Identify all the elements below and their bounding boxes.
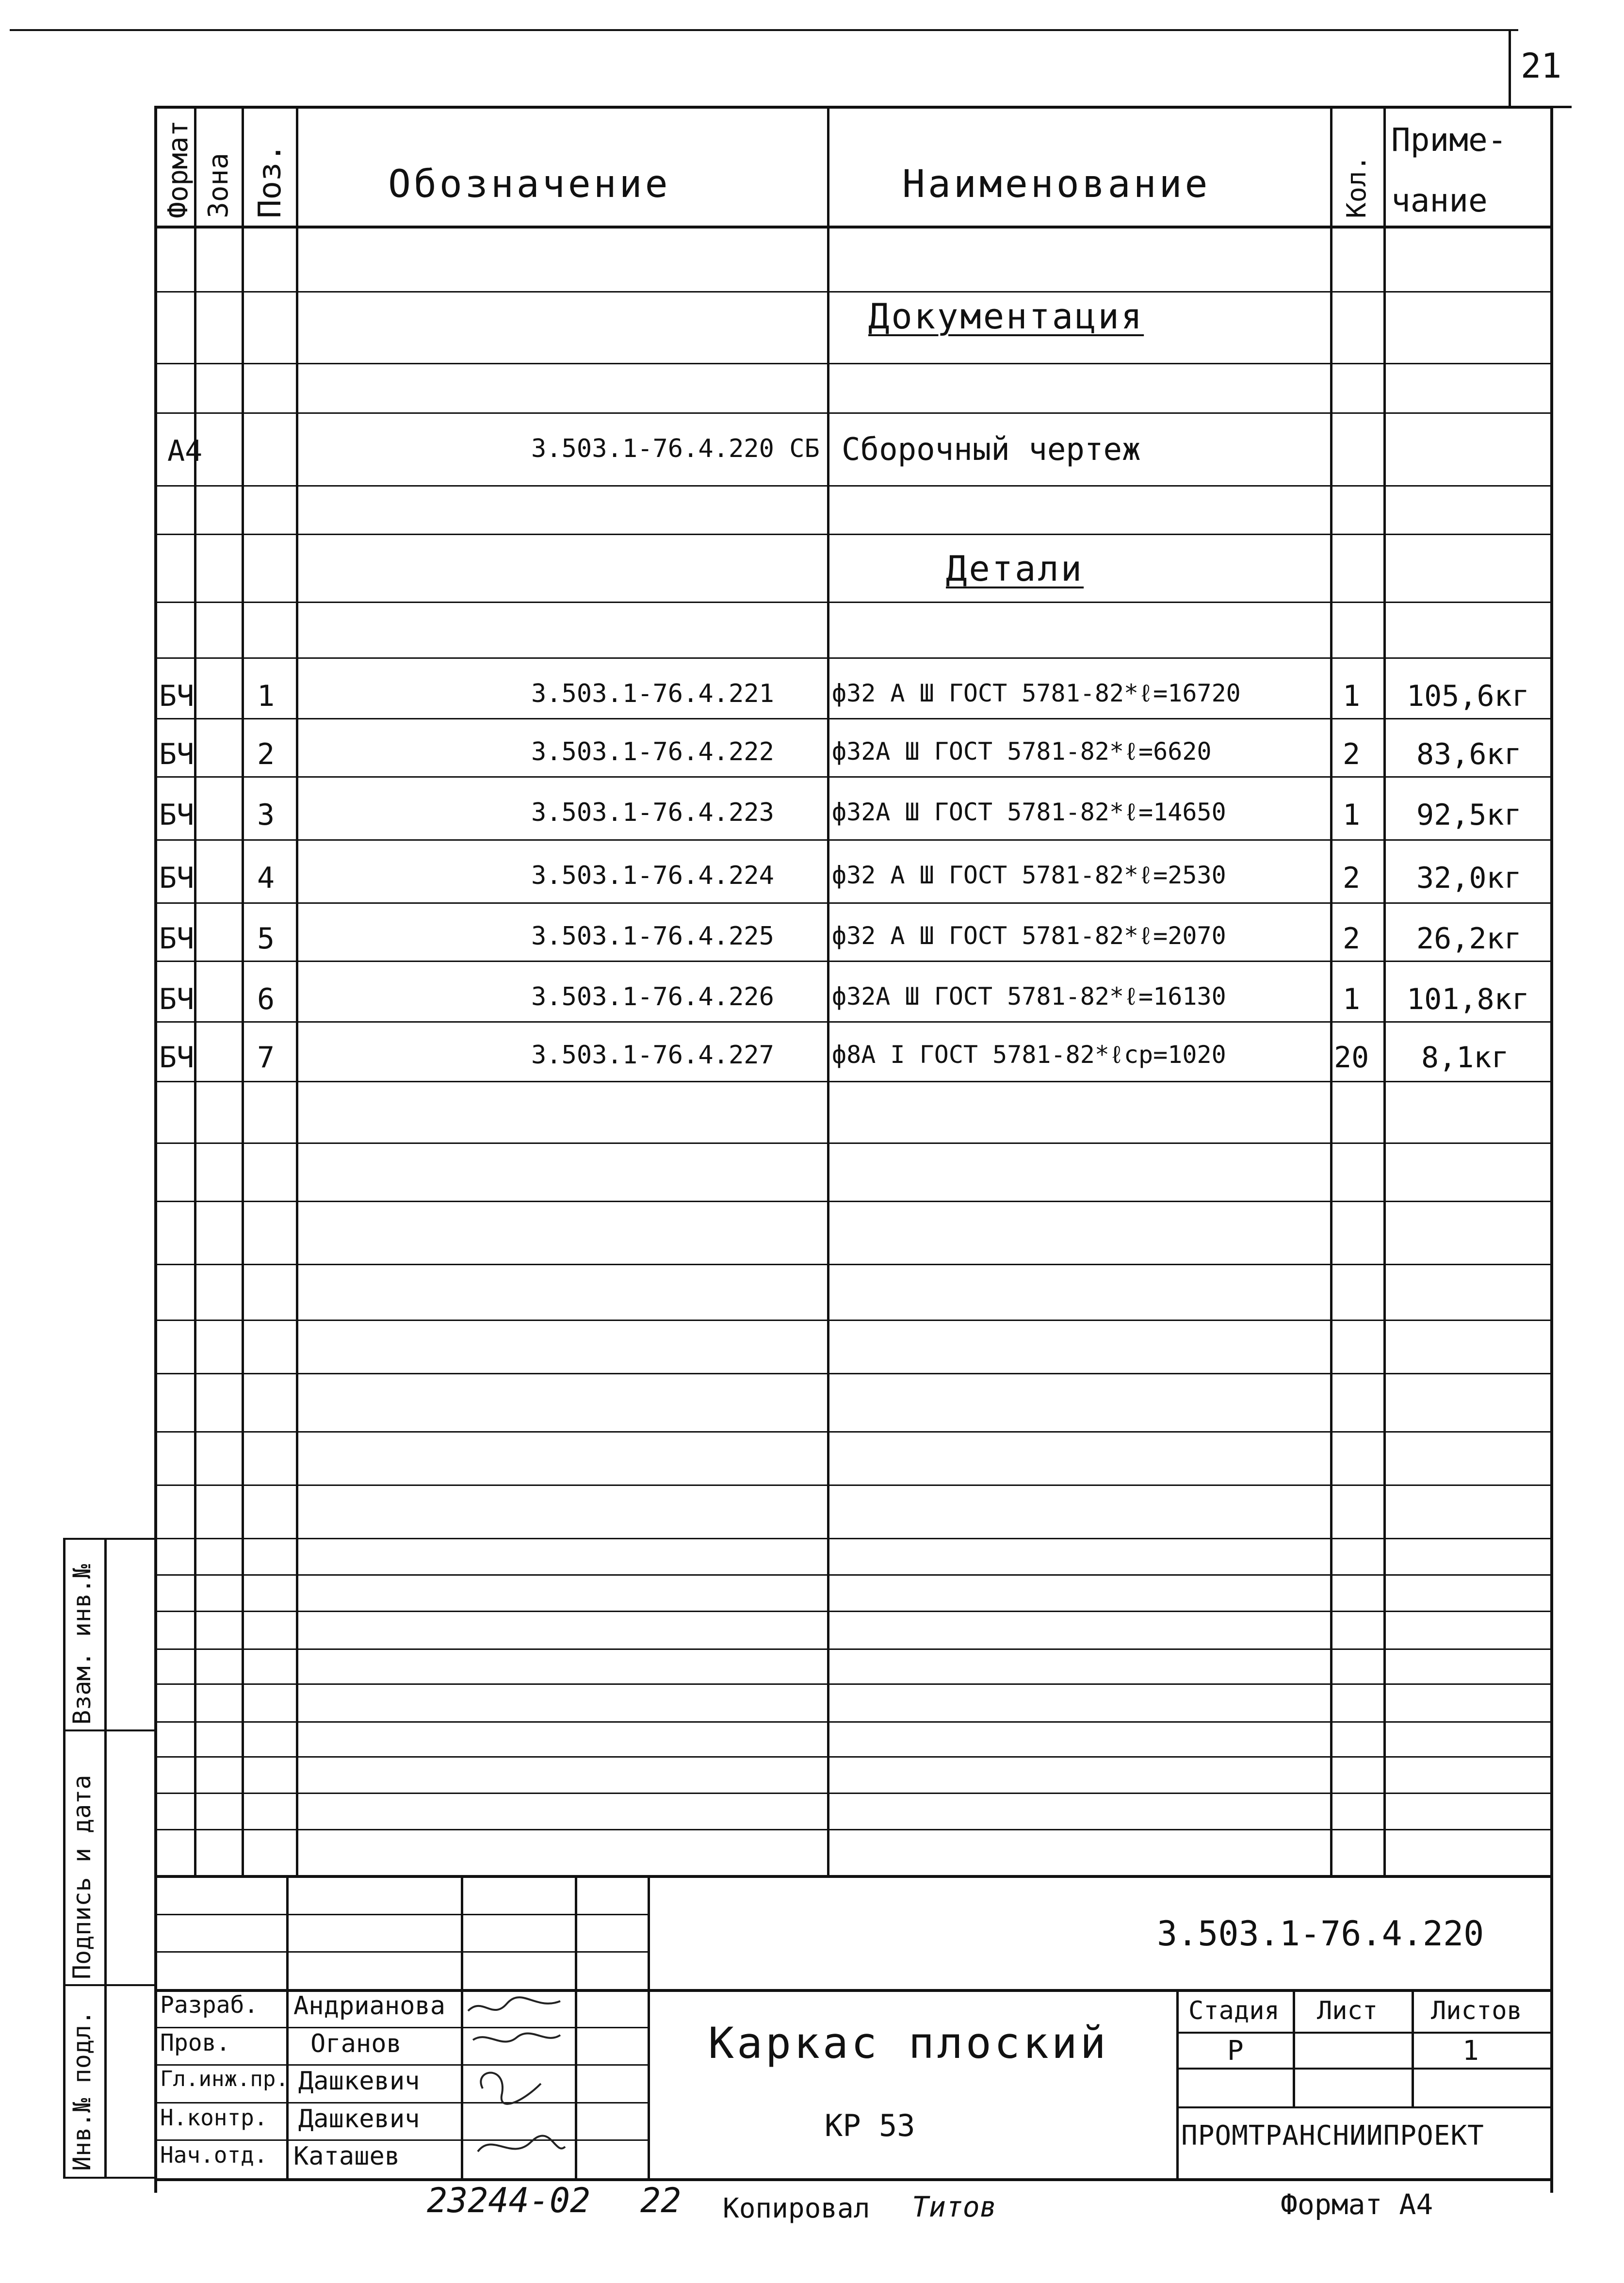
sheet-label: Лист <box>1317 1996 1378 2025</box>
stage-value: Р <box>1227 2035 1244 2067</box>
row-pos: 5 <box>257 922 275 956</box>
header-note-2: чание <box>1391 182 1488 219</box>
header-zone: Зона <box>203 153 234 218</box>
row-pos: 3 <box>257 798 275 832</box>
row-designation: 3.503.1-76.4.225 <box>531 922 774 951</box>
row-name: ф32А Ш ГОСТ 5781-82*ℓ=14650 <box>832 798 1226 826</box>
row-format: БЧ <box>159 922 195 956</box>
header-format: Формат <box>162 120 194 218</box>
drawing-title: Каркас плоский <box>708 2018 1109 2068</box>
row-note: 101,8кг <box>1407 982 1529 1016</box>
header-pos: Поз. <box>252 143 288 218</box>
person-name: Дашкевич <box>298 2104 420 2134</box>
copied-by: Титов <box>912 2190 997 2223</box>
row-designation: 3.503.1-76.4.224 <box>531 861 774 890</box>
organization: ПРОМТРАНСНИИПРОЕКТ <box>1181 2120 1484 2152</box>
drawing-code: КР 53 <box>825 2108 915 2143</box>
sheets-value: 1 <box>1462 2035 1479 2067</box>
role-label: Нач.отд. <box>160 2142 268 2168</box>
role-label: Гл.инж.пр. <box>160 2067 289 2091</box>
header-name: Наименование <box>902 163 1211 206</box>
row-qty: 1 <box>1343 982 1361 1016</box>
row-name: ф32А Ш ГОСТ 5781-82*ℓ=6620 <box>832 737 1212 766</box>
signatures <box>463 1991 575 2178</box>
row-designation: 3.503.1-76.4.226 <box>531 982 774 1011</box>
row-designation: 3.503.1-76.4.222 <box>531 737 774 766</box>
person-name: Андрианова <box>293 1991 446 2021</box>
row-note: 32,0кг <box>1416 861 1522 895</box>
row-qty: 2 <box>1343 922 1361 956</box>
stamp-inv-orig: Инв.№ подл. <box>68 2010 96 2171</box>
row-designation: 3.503.1-76.4.227 <box>531 1041 774 1070</box>
row-name: ф32 А Ш ГОСТ 5781-82*ℓ=2070 <box>832 922 1226 950</box>
row-format: БЧ <box>159 737 195 771</box>
page-number: 21 <box>1521 46 1562 86</box>
row-note: 8,1кг <box>1421 1041 1509 1075</box>
person-name: Дашкевич <box>298 2067 420 2096</box>
copied-label: Копировал <box>723 2193 870 2224</box>
stage-label: Стадия <box>1188 1996 1280 2025</box>
row-qty: 1 <box>1343 798 1361 832</box>
sheets-label: Листов <box>1431 1996 1522 2025</box>
section-details: Детали <box>946 548 1084 589</box>
stamp-sign-date: Подпись и дата <box>68 1775 96 1979</box>
row-pos: 6 <box>257 982 275 1016</box>
row-note: 92,5кг <box>1416 798 1522 832</box>
doc-number: 3.503.1-76.4.220 <box>1157 1914 1484 1954</box>
person-name: Оганов <box>310 2029 402 2058</box>
row-format: БЧ <box>159 982 195 1016</box>
row-pos: 1 <box>257 679 275 713</box>
doc-row-format: А4 <box>167 434 203 468</box>
section-documentation: Документация <box>868 296 1144 337</box>
doc-row-name: Сборочный чертеж <box>842 432 1141 468</box>
stamp-vzam-inv: Взам. инв.№ <box>68 1564 96 1725</box>
row-designation: 3.503.1-76.4.223 <box>531 798 774 827</box>
row-pos: 4 <box>257 861 275 895</box>
sheet-format: Формат А4 <box>1281 2188 1433 2221</box>
row-format: БЧ <box>159 1041 195 1075</box>
doc-row-designation: 3.503.1-76.4.220 СБ <box>531 434 820 463</box>
row-format: БЧ <box>159 861 195 895</box>
header-designation: Обозначение <box>388 163 671 206</box>
row-pos: 2 <box>257 737 275 771</box>
row-qty: 20 <box>1334 1041 1369 1075</box>
row-qty: 1 <box>1343 679 1361 713</box>
row-name: ф32А Ш ГОСТ 5781-82*ℓ=16130 <box>832 982 1226 1011</box>
row-format: БЧ <box>159 679 195 713</box>
footer-page: 22 <box>640 2181 682 2220</box>
role-label: Разраб. <box>160 1991 259 2019</box>
row-name: ф32 А Ш ГОСТ 5781-82*ℓ=16720 <box>832 679 1241 707</box>
row-qty: 2 <box>1343 861 1361 895</box>
row-qty: 2 <box>1343 737 1361 771</box>
header-qty: Кол. <box>1341 155 1372 218</box>
row-name: ф8А I ГОСТ 5781-82*ℓср=1020 <box>832 1041 1226 1069</box>
role-label: Пров. <box>160 2029 230 2056</box>
person-name: Каташев <box>293 2142 400 2171</box>
row-note: 26,2кг <box>1416 922 1522 956</box>
header-note-1: Приме- <box>1391 121 1507 159</box>
archive-number: 23244-02 <box>427 2181 591 2220</box>
row-note: 83,6кг <box>1416 737 1522 771</box>
row-designation: 3.503.1-76.4.221 <box>531 679 774 708</box>
row-pos: 7 <box>257 1041 275 1075</box>
row-format: БЧ <box>159 798 195 832</box>
row-note: 105,6кг <box>1407 679 1529 713</box>
role-label: Н.контр. <box>160 2104 268 2131</box>
row-name: ф32 А Ш ГОСТ 5781-82*ℓ=2530 <box>832 861 1226 889</box>
